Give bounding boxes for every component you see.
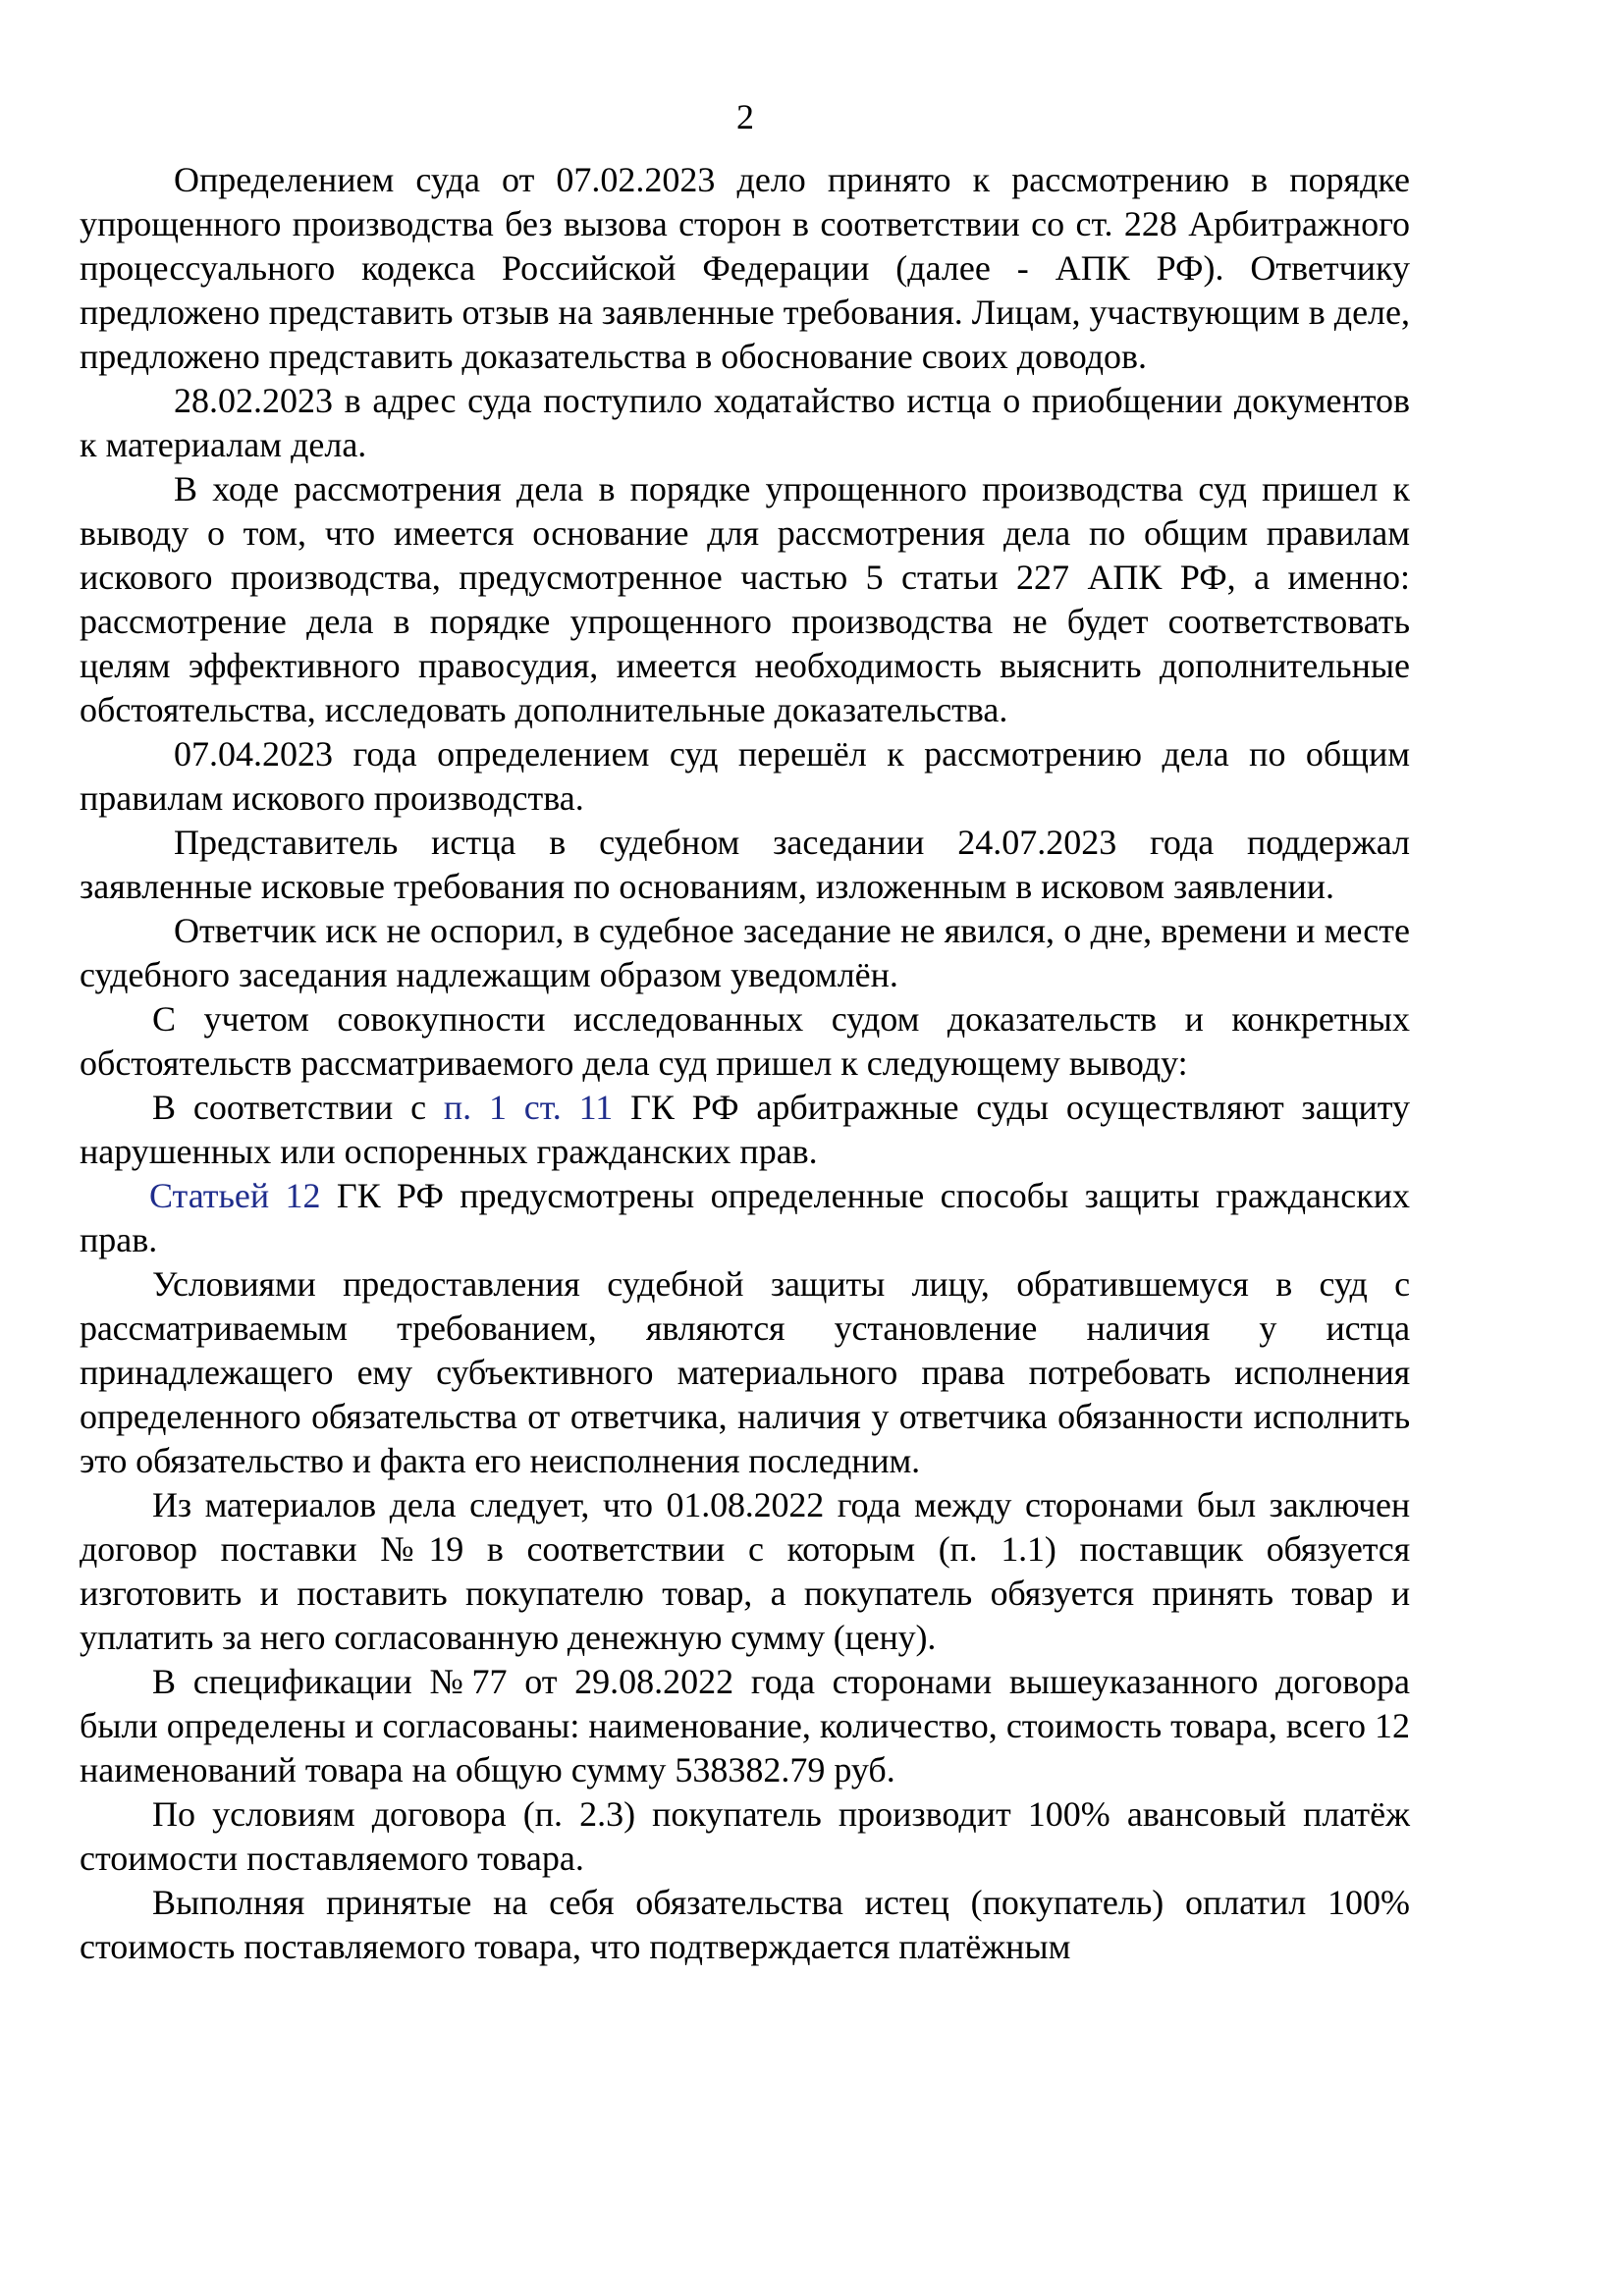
paragraph-transition-date: 07.04.2023 года определением суд перешёл к рассмотрению дела по общим правилам искового производства. <box>80 734 1410 818</box>
page-number: 2 <box>736 97 754 136</box>
paragraph-protection-conditions: Условиями предоставления судебной защиты лицу, обратившемуся в суд с рассматриваемым требованием, являются установление наличия у истца принадлежащего ему субъективного материального права потребовать исполнения определенного обязательства от ответчика, наличия у ответчика обязанности исполнить это обязательство и факта его неисполнения последним. <box>80 1264 1410 1480</box>
paragraph-specification: В спецификации №77 от 29.08.2022 года сторонами вышеуказанного договора были определены и согласованы: наименование, количество, стоимость товара, всего 12 наименований товара на общую сумму 538382.79 руб. <box>80 1662 1410 1789</box>
paragraph-article-11 <box>80 1086 1410 1174</box>
paragraph-plaintiff-position: Представитель истца в судебном заседании 24.07.2023 года поддержал заявленные исковые требования по основаниям, изложенным в исковом заявлении. <box>80 823 1410 906</box>
paragraph-article-11-before: В соответствии с <box>152 1088 444 1127</box>
paragraph-article-12 <box>80 1174 1410 1262</box>
paragraph-advance-payment: По условиям договора (п. 2.3) покупатель производит 100% авансовый платёж стоимости поставляемого товара. <box>80 1794 1410 1878</box>
paragraph-acceptance: Определением суда от 07.02.2023 дело принято к рассмотрению в порядке упрощенного производства без вызова сторон в соответствии со ст. 228 Арбитражного процессуального кодекса Российской Федерации (далее - АПК РФ). Ответчику предложено представить отзыв на заявленные требования. Лицам, участвующим в деле, предложено представить доказательства в обоснование своих доводов. <box>80 160 1410 376</box>
paragraph-defendant-position: Ответчик иск не оспорил, в судебное заседание не явился, о дне, времени и месте судебного заседания надлежащим образом уведомлён. <box>80 911 1410 994</box>
paragraph-article-12-after: ГК РФ предусмотрены определенные способы защиты гражданских прав. <box>80 1176 1410 1259</box>
paragraph-article-11-after: ГК РФ арбитражные суды осуществляют защиту нарушенных или оспоренных гражданских прав. <box>80 1088 1410 1171</box>
paragraph-transition-basis: В ходе рассмотрения дела в порядке упрощенного производства суд пришел к выводу о том, что имеется основание для рассмотрения дела по общим правилам искового производства, предусмотренное частью 5 статьи 227 АПК РФ, а именно: рассмотрение дела в порядке упрощенного производства не будет соответствовать целям эффективного правосудия, имеется необходимость выяснить дополнительные обстоятельства, исследовать дополнительные доказательства. <box>80 469 1410 729</box>
paragraph-motion: 28.02.2023 в адрес суда поступило ходатайство истца о приобщении документов к материалам дела. <box>80 381 1410 464</box>
paragraph-conclusion-intro: С учетом совокупности исследованных судом доказательств и конкретных обстоятельств рассматриваемого дела суд пришел к следующему выводу: <box>80 999 1410 1083</box>
law-link-article-12[interactable]: Статьей 12 <box>149 1176 321 1215</box>
law-link-article-11[interactable]: п. 1 ст. 11 <box>443 1088 614 1127</box>
paragraph-payment-confirmation: Выполняя принятые на себя обязательства истец (покупатель) оплатил 100% стоимость поставляемого товара, что подтверждается платёжным <box>80 1883 1410 1966</box>
paragraph-supply-contract: Из материалов дела следует, что 01.08.2022 года между сторонами был заключен договор поставки №19 в соответствии с которым (п. 1.1) поставщик обязуется изготовить и поставить покупателю товар, а покупатель обязуется принять товар и уплатить за него согласованную денежную сумму (цену). <box>80 1485 1410 1657</box>
document-body <box>80 158 1410 1969</box>
